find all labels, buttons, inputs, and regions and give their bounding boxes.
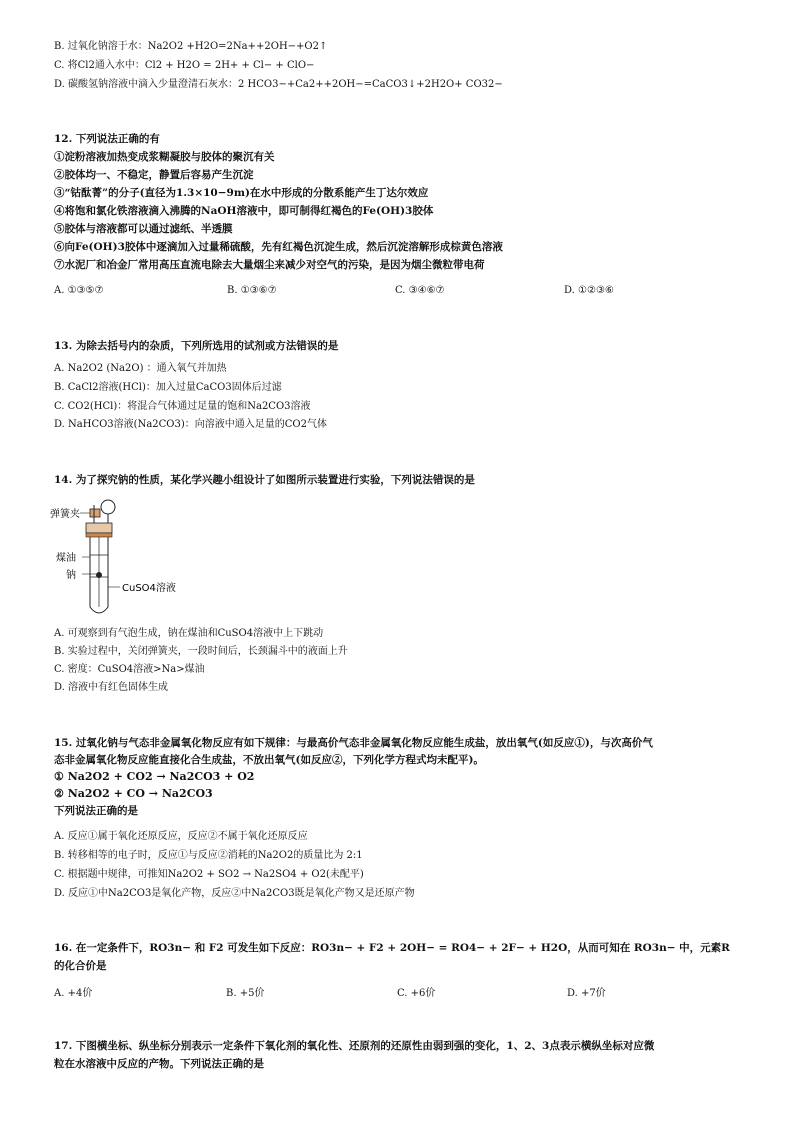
stopper-band <box>86 533 112 537</box>
q15-option-c[interactable]: C. 根据题中规律，可推知Na2O2 + SO2 → Na2SO4 + O2(未配平) <box>54 869 364 880</box>
label-solution: CuSO4溶液 <box>122 583 176 594</box>
prev-option-d: D. 碳酸氢钠溶液中滴入少量澄清石灰水：2 HCO3−+Ca2++2OH−=CaCO3↓+2H2O+ CO32− <box>54 79 503 90</box>
q17-stem-line2: 粒在水溶液中反应的产物。下列说法正确的是 <box>54 1058 264 1070</box>
prev-option-b: B. 过氧化钠溶于水：Na2O2 +H2O=2Na++2OH−+O2↑ <box>54 41 328 52</box>
q15-stem-line2: 态非金属氧化物反应能直接化合生成盐，不放出氧气(如反应②，下列化学方程式均未配平)。 <box>54 754 484 766</box>
q13-option-d[interactable]: D. NaHCO3溶液(Na2CO3)：向溶液中通入足量的CO2气体 <box>54 419 327 430</box>
q16-option-a[interactable]: A. +4价 <box>54 988 93 999</box>
q15-reaction-2: ② Na2O2 + CO → Na2CO3 <box>54 787 213 800</box>
q12-option-d[interactable]: D. ①②③⑥ <box>564 285 614 296</box>
label-sodium: 钠 <box>66 570 76 581</box>
q14-apparatus-figure <box>48 495 198 620</box>
q12-options <box>54 285 754 299</box>
q15-reaction-1: ① Na2O2 + CO2 → Na2CO3 + O2 <box>54 770 255 783</box>
q12-item-1: ①淀粉溶液加热变成浆糊凝胶与胶体的聚沉有关 <box>54 151 275 163</box>
q12-option-a[interactable]: A. ①③⑤⑦ <box>54 285 104 296</box>
label-clamp: 弹簧夹 <box>50 509 80 520</box>
q12-option-c[interactable]: C. ③④⑥⑦ <box>395 285 445 296</box>
q17-stem-line1: 17. 下图横坐标、纵坐标分别表示一定条件下氧化剂的氧化性、还原剂的还原性由弱到强的变化，1、2、3点表示横纵坐标对应微 <box>54 1040 655 1052</box>
q15-option-a[interactable]: A. 反应①属于氧化还原反应，反应②不属于氧化还原反应 <box>54 831 308 842</box>
funnel-bulb <box>101 500 115 514</box>
q14-option-d[interactable]: D. 溶液中有红色固体生成 <box>54 682 169 693</box>
q16-option-b[interactable]: B. +5价 <box>226 988 265 999</box>
q16-option-d[interactable]: D. +7价 <box>567 988 606 999</box>
q16-options <box>54 984 754 998</box>
q16-stem-line2: 的化合价是 <box>54 960 107 972</box>
q12-item-4: ④将饱和氯化铁溶液滴入沸腾的NaOH溶液中，即可制得红褐色的Fe(OH)3胶体 <box>54 205 434 217</box>
q15-option-d[interactable]: D. 反应①中Na2CO3是氧化产物，反应②中Na2CO3既是氧化产物又是还原产物 <box>54 888 415 899</box>
q12-item-3: ③“钴酞菁”的分子(直径为1.3×10−9m)在水中形成的分散系能产生丁达尔效应 <box>54 187 429 199</box>
prev-option-c: C. 将Cl2通入水中：Cl2 + H2O = 2H+ + Cl− + ClO− <box>54 60 315 71</box>
q15-stem-line1: 15. 过氧化钠与气态非金属氧化物反应有如下规律：与最高价气态非金属氧化物反应能生成盐，放出氧气(如反应①)，与次高价气 <box>54 737 653 749</box>
q13-option-b[interactable]: B. CaCl2溶液(HCl)：加入过量CaCO3固体后过滤 <box>54 382 282 393</box>
q16-stem-line1: 16. 在一定条件下，RO3n− 和 F2 可发生如下反应：RO3n− + F2 + 2OH− = RO4− + 2F− + H2O，从而可知在 RO3n− 中，元素R <box>54 942 730 954</box>
q14-option-b[interactable]: B. 实验过程中，关闭弹簧夹，一段时间后，长颈漏斗中的液面上升 <box>54 646 348 657</box>
sodium-piece <box>96 572 102 578</box>
q15-option-b[interactable]: B. 转移相等的电子时，反应①与反应②消耗的Na2O2的质量比为 2:1 <box>54 850 363 861</box>
q13-option-a[interactable]: A. Na2O2 (Na2O) ：通入氧气并加热 <box>54 363 227 374</box>
q14-stem: 14. 为了探究钠的性质，某化学兴趣小组设计了如图所示装置进行实验，下列说法错误的是 <box>54 474 475 486</box>
rubber-stopper <box>86 523 112 533</box>
q13-option-c[interactable]: C. CO2(HCl)：将混合气体通过足量的饱和Na2CO3溶液 <box>54 401 311 412</box>
q13-stem: 13. 为除去括号内的杂质，下列所选用的试剂或方法错误的是 <box>54 340 339 352</box>
q12-item-5: ⑤胶体与溶液都可以通过滤纸、半透膜 <box>54 223 233 235</box>
q15-ask: 下列说法正确的是 <box>54 805 138 817</box>
spring-clamp <box>90 509 100 517</box>
q12-option-b[interactable]: B. ①③⑥⑦ <box>227 285 277 296</box>
q12-item-7: ⑦水泥厂和冶金厂常用高压直流电除去大量烟尘来减少对空气的污染，是因为烟尘微粒带电荷 <box>54 259 485 271</box>
q12-stem: 12. 下列说法正确的有 <box>54 133 160 145</box>
q14-option-c[interactable]: C. 密度：CuSO4溶液>Na>煤油 <box>54 664 205 675</box>
q12-item-6: ⑥向Fe(OH)3胶体中逐滴加入过量稀硫酸，先有红褐色沉淀生成，然后沉淀溶解形成棕黄色溶液 <box>54 241 503 253</box>
q12-item-2: ②胶体均一、不稳定，静置后容易产生沉淀 <box>54 169 254 181</box>
q16-option-c[interactable]: C. +6价 <box>397 988 436 999</box>
label-kerosene: 煤油 <box>56 553 76 564</box>
q14-option-a[interactable]: A. 可观察到有气泡生成，钠在煤油和CuSO4溶液中上下跳动 <box>54 628 324 639</box>
